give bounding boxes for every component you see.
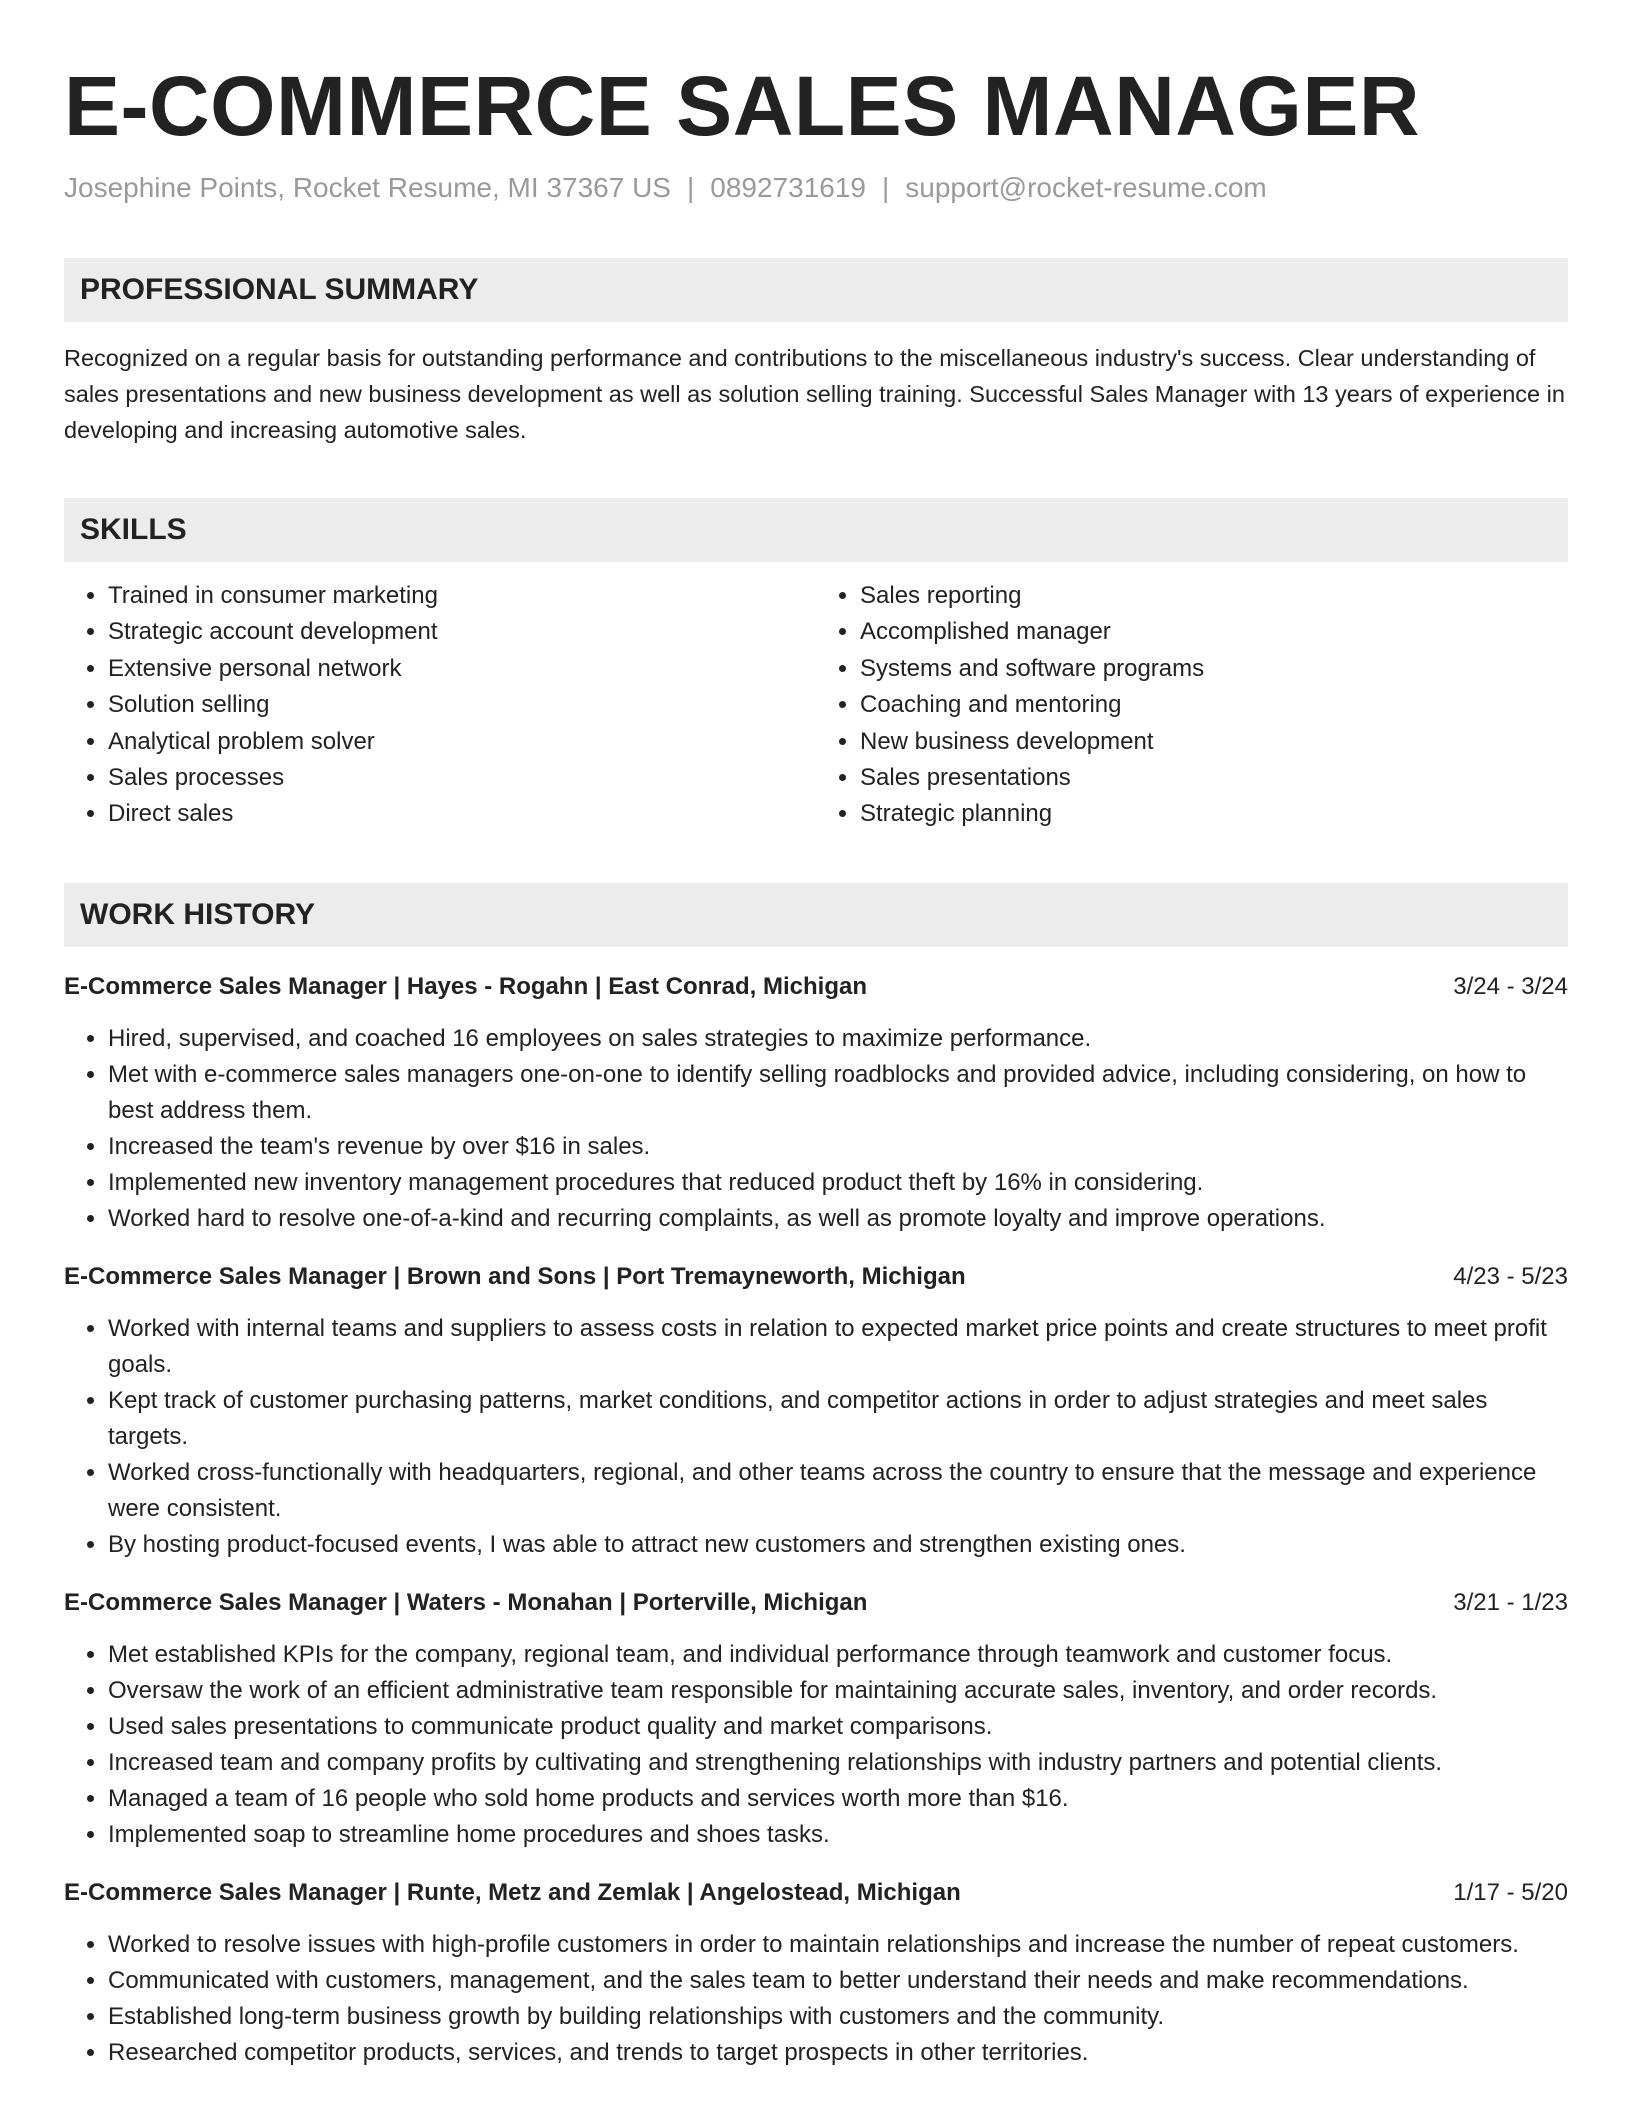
list-item: • Strategic planning xyxy=(860,796,1568,832)
list-item: • Direct sales xyxy=(108,796,816,832)
skills-list xyxy=(64,578,1568,833)
job-bullet: • Implemented new inventory management procedures that reduced product theft by 16% in considering. xyxy=(108,1165,1568,1201)
list-item: • Strategic account development xyxy=(108,614,816,650)
job-dates: 1/17 - 5/20 xyxy=(1453,1878,1568,1906)
contact-separator: | xyxy=(882,172,890,203)
contact-phone: 0892731619 xyxy=(710,172,866,203)
contact-address: Josephine Points, Rocket Resume, MI 37367 US xyxy=(64,172,671,203)
contact-separator: | xyxy=(686,172,695,203)
list-item: • Sales processes xyxy=(108,760,816,796)
job-bullets xyxy=(64,1021,1568,1237)
section-header-summary: PROFESSIONAL SUMMARY xyxy=(64,258,1568,322)
list-item: • Sales presentations xyxy=(860,760,1568,796)
list-item: • Coaching and mentoring xyxy=(860,687,1568,723)
job-bullet: • Worked cross-functionally with headquarters, regional, and other teams across the country to ensure that the message and experience were consistent. xyxy=(108,1455,1568,1527)
job-bullet: • Worked with internal teams and suppliers to assess costs in relation to expected market price points and create structures to meet profit goals. xyxy=(108,1311,1568,1383)
job-dates: 3/24 - 3/24 xyxy=(1453,972,1568,1000)
list-item: • Systems and software programs xyxy=(860,651,1568,687)
job-bullet: • Oversaw the work of an efficient administrative team responsible for maintaining accurate sales, inventory, and order records. xyxy=(108,1673,1568,1709)
job-bullet: • Kept track of customer purchasing patterns, market conditions, and competitor actions in order to adjust strategies and meet sales targets. xyxy=(108,1383,1568,1455)
job-bullet: • Met established KPIs for the company, regional team, and individual performance through teamwork and customer focus. xyxy=(108,1637,1568,1673)
job-title: E-Commerce Sales Manager | Waters - Monahan | Porterville, Michigan xyxy=(64,1588,868,1616)
skills-column-right xyxy=(816,578,1568,833)
job-bullet: • Implemented soap to streamline home procedures and shoes tasks. xyxy=(108,1817,1568,1853)
contact-line xyxy=(64,170,1568,206)
summary-text: Recognized on a regular basis for outstanding performance and contributions to the miscellaneous industry's success. Clear understanding of sales presentations and new business development as well as solution selling training. Successful Sales Manager with 13 years of experience in developing and increasing automotive sales. xyxy=(64,345,1565,443)
list-item: • Sales reporting xyxy=(860,578,1568,614)
job-bullet: • Hired, supervised, and coached 16 employees on sales strategies to maximize performance. xyxy=(108,1021,1568,1057)
job-bullet: • Researched competitor products, services, and trends to target prospects in other territories. xyxy=(108,2035,1568,2071)
job-bullet: • Used sales presentations to communicate product quality and market comparisons. xyxy=(108,1709,1568,1745)
list-item: • New business development xyxy=(860,724,1568,760)
job-bullets xyxy=(64,1311,1568,1563)
job-dates: 3/21 - 1/23 xyxy=(1453,1588,1568,1616)
job-bullet: • Worked to resolve issues with high-profile customers in order to maintain relationships and increase the number of repeat customers. xyxy=(108,1927,1568,1963)
job-entry xyxy=(64,1259,1568,1563)
job-header xyxy=(64,969,1568,1005)
job-entry xyxy=(64,969,1568,1237)
job-bullet: • Communicated with customers, management, and the sales team to better understand their needs and make recommendations. xyxy=(108,1963,1568,1999)
list-item: • Trained in consumer marketing xyxy=(108,578,816,614)
page-title: E-COMMERCE SALES MANAGER xyxy=(64,59,1421,153)
section-header-skills: SKILLS xyxy=(64,498,1568,562)
list-item: • Accomplished manager xyxy=(860,614,1568,650)
job-bullet: • By hosting product-focused events, I was able to attract new customers and strengthen existing ones. xyxy=(108,1527,1568,1563)
list-item: • Analytical problem solver xyxy=(108,724,816,760)
job-dates: 4/23 - 5/23 xyxy=(1453,1262,1568,1290)
list-item: • Solution selling xyxy=(108,687,816,723)
section-header-work-history: WORK HISTORY xyxy=(64,883,1568,947)
job-bullet: • Managed a team of 16 people who sold home products and services worth more than $16. xyxy=(108,1781,1568,1817)
job-header xyxy=(64,1585,1568,1621)
job-header xyxy=(64,1875,1568,1911)
job-bullet: • Increased the team's revenue by over $16 in sales. xyxy=(108,1129,1568,1165)
job-bullets xyxy=(64,1927,1568,2071)
work-history-list xyxy=(64,969,1568,2071)
job-bullet: • Met with e-commerce sales managers one-on-one to identify selling roadblocks and provided advice, including considering, on how to best address them. xyxy=(108,1057,1568,1129)
job-bullet: • Established long-term business growth by building relationships with customers and the community. xyxy=(108,1999,1568,2035)
job-title: E-Commerce Sales Manager | Brown and Sons | Port Tremayneworth, Michigan xyxy=(64,1262,966,1290)
job-bullets xyxy=(64,1637,1568,1853)
skills-column-left xyxy=(64,578,816,833)
job-header xyxy=(64,1259,1568,1295)
job-bullet: • Worked hard to resolve one-of-a-kind and recurring complaints, as well as promote loyalty and improve operations. xyxy=(108,1201,1568,1237)
job-title: E-Commerce Sales Manager | Runte, Metz and Zemlak | Angelostead, Michigan xyxy=(64,1878,961,1906)
job-entry xyxy=(64,1875,1568,2071)
job-entry xyxy=(64,1585,1568,1853)
job-title: E-Commerce Sales Manager | Hayes - Rogahn | East Conrad, Michigan xyxy=(64,972,867,1000)
list-item: • Extensive personal network xyxy=(108,651,816,687)
job-bullet: • Increased team and company profits by cultivating and strengthening relationships with industry partners and potential clients. xyxy=(108,1745,1568,1781)
contact-email: support@rocket-resume.com xyxy=(905,172,1267,203)
